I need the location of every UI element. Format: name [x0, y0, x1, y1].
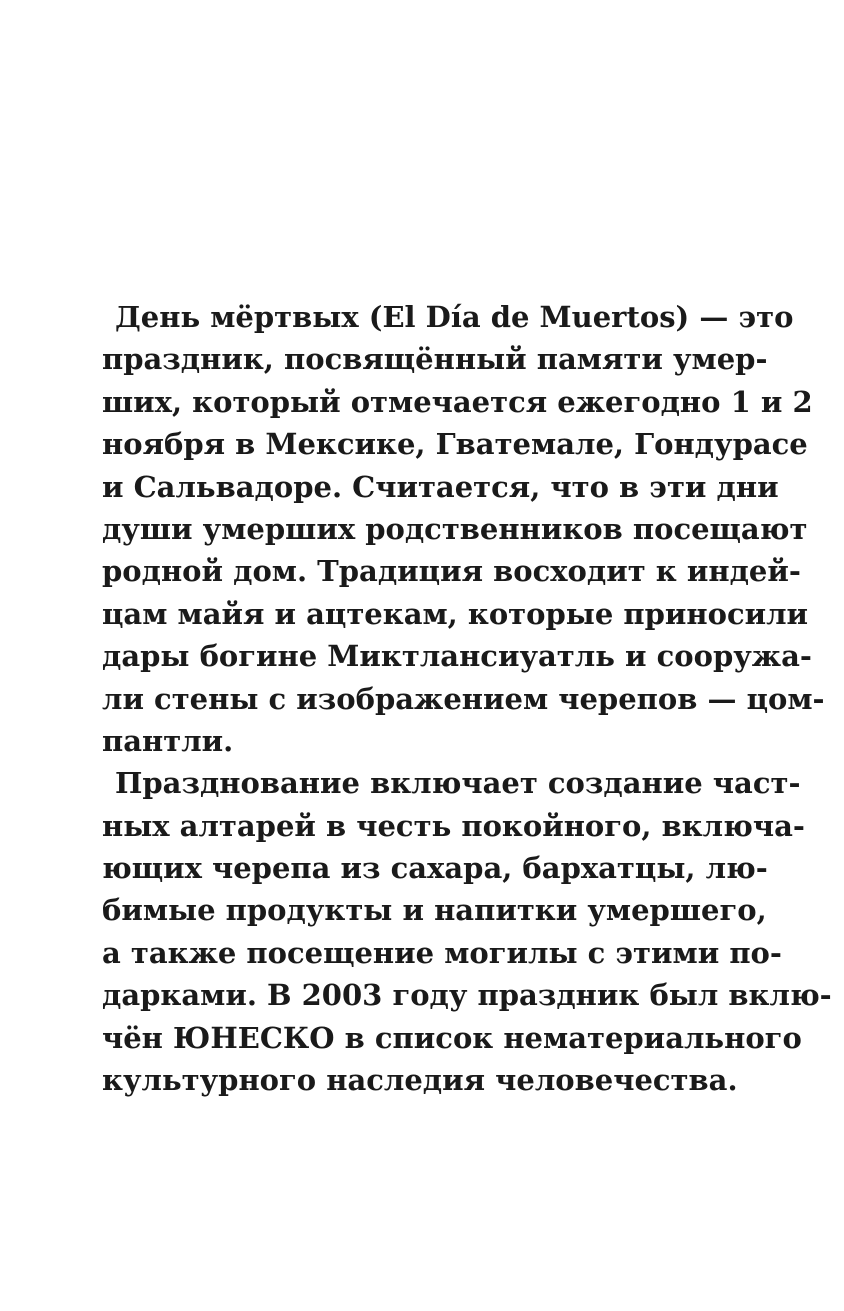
paragraph-2-line-5: а также посещение могилы с этими по-: [102, 935, 782, 970]
paragraph-2-line-4: бимые продукты и напитки умершего,: [102, 893, 767, 928]
paragraph-2-line-6: дарками. В 2003 году праздник был вклю-: [102, 978, 832, 1013]
paragraph-1-line-11: пантли.: [102, 723, 234, 758]
paragraph-1-line-9: дары богине Миктлансиуатль и сооружа-: [102, 639, 812, 674]
paragraph-2-line-8: культурного наследия человечества.: [102, 1063, 738, 1098]
paragraph-1-line-3: ших, который отмечается ежегодно 1 и 2: [102, 384, 813, 419]
paragraph-2-line-7: чён ЮНЕСКО в список нематериального: [102, 1020, 802, 1055]
paragraph-1-line-1: День мёртвых (El Día de Muertos) — это: [115, 300, 794, 334]
paragraph-1-line-5: и Сальвадоре. Считается, что в эти дни: [102, 469, 779, 504]
paragraph-2: [102, 762, 832, 1101]
paragraph-1-line-8: цам майя и ацтекам, которые приносили: [102, 596, 809, 631]
paragraph-2-line-3: ющих черепа из сахара, бархатцы, лю-: [102, 851, 768, 886]
paragraph-2-line-1: Празднование включает создание част-: [115, 766, 801, 801]
paragraph-1-line-4: ноября в Мексике, Гватемале, Гондурасе: [102, 427, 808, 462]
paragraph-2-line-2: ных алтарей в честь покойного, включа-: [102, 808, 805, 843]
paragraph-1-line-2: праздник, посвящённый памяти умер-: [102, 342, 768, 377]
text-block: [102, 296, 832, 1101]
paragraph-1-line-6: души умерших родственников посещают: [102, 511, 808, 546]
paragraph-1: [102, 296, 825, 762]
paragraph-1-line-10: ли стены с изображением черепов — цом-: [102, 681, 825, 716]
paragraph-1-line-7: родной дом. Традиция восходит к индей-: [102, 554, 801, 589]
